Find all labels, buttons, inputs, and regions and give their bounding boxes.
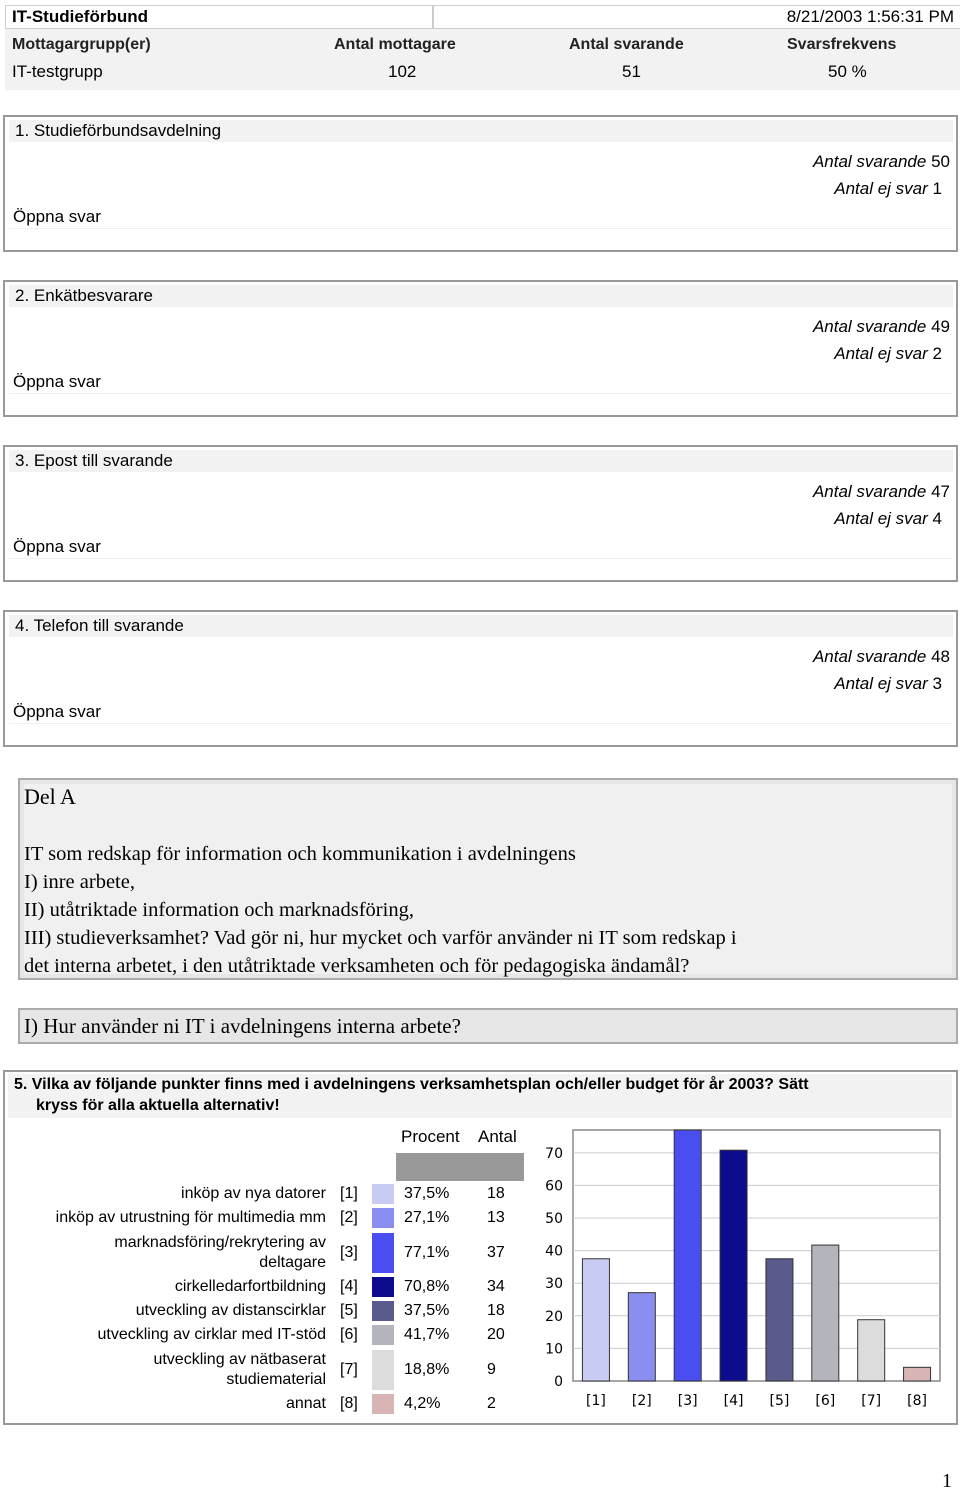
- del-a-line: det interna arbetet, i den utåtriktade verksamheten och för pedagogiska ändamål?: [24, 955, 690, 977]
- bar: [858, 1320, 885, 1381]
- y-tick-label: 70: [545, 1145, 563, 1162]
- x-tick-label: [5]: [769, 1393, 790, 1409]
- answer-percent: 18,8%: [404, 1361, 450, 1378]
- y-tick-label: 60: [545, 1178, 563, 1195]
- col-antal: Antal: [478, 1127, 517, 1146]
- del-a-block: [18, 778, 958, 980]
- respondents-label: Antal svarande: [812, 647, 927, 666]
- divider: [9, 723, 953, 724]
- divider: [9, 228, 953, 229]
- answer-label: annat: [285, 1395, 326, 1412]
- group-name: IT-testgrupp: [12, 62, 103, 81]
- respondents-value: 50: [931, 152, 950, 171]
- answer-label: utveckling av nätbaserat studiematerial: [153, 1351, 326, 1388]
- subheading-block: [18, 1008, 958, 1044]
- no-answer-value: 4: [932, 509, 942, 528]
- col-procent: Procent: [401, 1127, 460, 1146]
- answer-code: [5]: [340, 1302, 358, 1319]
- respondents-count: 51: [622, 62, 641, 81]
- answer-count: 37: [487, 1244, 505, 1261]
- answer-count: 2: [487, 1395, 496, 1412]
- open-answers: Öppna svar: [13, 702, 101, 721]
- section-3: [3, 445, 958, 582]
- respondents-value: 49: [931, 317, 950, 336]
- color-swatch: [372, 1350, 394, 1390]
- section-4: [3, 610, 958, 747]
- answer-label: marknadsföring/rekrytering av deltagare: [114, 1234, 326, 1271]
- color-swatch: [372, 1325, 394, 1345]
- section-title: 4. Telefon till svarande: [15, 616, 184, 635]
- answer-label: utveckling av distanscirklar: [135, 1302, 326, 1319]
- question-text: [14, 1074, 809, 1116]
- no-answer-label: Antal ej svar: [834, 674, 928, 693]
- del-a-heading: Del A: [24, 784, 76, 809]
- answer-code: [2]: [340, 1209, 358, 1226]
- bar-chart: [540, 1128, 950, 1418]
- open-answers: Öppna svar: [13, 537, 101, 556]
- del-a-line: I) inre arbete,: [24, 871, 135, 893]
- open-answers: Öppna svar: [13, 207, 101, 226]
- x-tick-label: [7]: [861, 1393, 882, 1409]
- divider: [9, 393, 953, 394]
- answer-label: utveckling av cirklar med IT-stöd: [97, 1326, 326, 1343]
- answer-code: [8]: [340, 1395, 358, 1412]
- bar: [582, 1259, 609, 1381]
- color-swatch: [372, 1184, 394, 1204]
- y-tick-label: 20: [545, 1308, 563, 1325]
- col-header-recipients: Antal mottagare: [334, 36, 456, 53]
- recipients-count: 102: [388, 62, 417, 81]
- color-swatch: [372, 1394, 394, 1414]
- answer-label: cirkelledarfortbildning: [174, 1278, 326, 1295]
- del-a-text: [24, 840, 737, 980]
- color-swatch: [372, 1208, 394, 1228]
- answer-label: inköp av utrustning för multimedia mm: [55, 1209, 326, 1226]
- del-a-line: II) utåtriktade information och marknadsföring,: [24, 899, 414, 921]
- answer-count: 18: [487, 1302, 505, 1319]
- answer-percent: 27,1%: [404, 1209, 450, 1226]
- respondents-value: 47: [931, 482, 950, 501]
- no-answer-label: Antal ej svar: [834, 179, 928, 198]
- org-name: IT-Studieförbund: [12, 7, 148, 26]
- y-tick-label: 40: [545, 1243, 563, 1260]
- answer-percent: 4,2%: [404, 1395, 441, 1412]
- respondents-label: Antal svarande: [812, 317, 927, 336]
- bar: [720, 1150, 747, 1381]
- section-title: 2. Enkätbesvarare: [15, 286, 153, 305]
- col-header-respondents: Antal svarande: [569, 36, 684, 53]
- no-answer-label: Antal ej svar: [834, 509, 928, 528]
- no-answer-value: 1: [932, 179, 942, 198]
- bar: [766, 1259, 793, 1381]
- bar: [628, 1293, 655, 1381]
- y-tick-label: 50: [545, 1211, 563, 1228]
- section-title: 3. Epost till svarande: [15, 451, 173, 470]
- x-tick-label: [1]: [586, 1393, 606, 1409]
- section-title-bar: [9, 450, 953, 472]
- x-tick-label: [2]: [631, 1393, 652, 1409]
- open-answers: Öppna svar: [13, 372, 101, 391]
- answer-count: 34: [487, 1278, 505, 1295]
- section-title-bar: [9, 285, 953, 307]
- response-rate: 50 %: [828, 62, 867, 81]
- respondents-label: Antal svarande: [812, 482, 927, 501]
- question-line: 5. Vilka av följande punkter finns med i avdelningens verksamhetsplan och/eller budget för år 2003? Sätt: [14, 1076, 809, 1093]
- answer-percent: 37,5%: [404, 1302, 450, 1319]
- answer-count: 9: [487, 1361, 496, 1378]
- col-header-group: Mottagargrupp(er): [12, 36, 151, 53]
- x-tick-label: [3]: [677, 1393, 698, 1409]
- no-answer-label: Antal ej svar: [834, 344, 928, 363]
- page-number: 1: [942, 1470, 952, 1492]
- answer-code: [3]: [340, 1244, 358, 1261]
- section-2: [3, 280, 958, 417]
- respondents-value: 48: [931, 647, 950, 666]
- y-tick-label: 10: [545, 1341, 563, 1358]
- color-swatch: [372, 1277, 394, 1297]
- section-title-bar: [9, 120, 953, 142]
- x-tick-label: [8]: [907, 1393, 927, 1409]
- answer-percent: 37,5%: [404, 1185, 450, 1202]
- section-title: 1. Studieförbundsavdelning: [15, 121, 222, 140]
- respondents-label: Antal svarande: [812, 152, 927, 171]
- answer-code: [6]: [340, 1326, 358, 1343]
- bar: [674, 1130, 701, 1381]
- color-swatch: [372, 1233, 394, 1273]
- question-line: kryss för alla aktuella alternativ!: [36, 1097, 280, 1114]
- x-tick-label: [6]: [815, 1393, 836, 1409]
- del-a-line: IT som redskap för information och kommunikation i avdelningens: [24, 843, 576, 865]
- answer-percent: 41,7%: [404, 1326, 450, 1343]
- answer-code: [7]: [340, 1361, 358, 1378]
- answer-code: [1]: [340, 1185, 358, 1202]
- bar: [812, 1245, 839, 1381]
- x-tick-label: [4]: [723, 1393, 744, 1409]
- subheading: I) Hur använder ni IT i avdelningens interna arbete?: [24, 1014, 461, 1038]
- answer-count: 13: [487, 1209, 505, 1226]
- answer-percent: 70,8%: [404, 1278, 450, 1295]
- answer-code: [4]: [340, 1278, 358, 1295]
- y-tick-label: 0: [554, 1374, 563, 1390]
- no-answer-value: 3: [932, 674, 942, 693]
- y-tick-label: 30: [545, 1276, 563, 1293]
- table-header-bar: [396, 1153, 524, 1181]
- bar: [904, 1367, 931, 1381]
- del-a-line: III) studieverksamhet? Vad gör ni, hur mycket och varför använder ni IT som redskap i: [24, 927, 737, 949]
- answer-percent: 77,1%: [404, 1244, 450, 1261]
- no-answer-value: 2: [932, 344, 942, 363]
- section-1: [3, 115, 958, 252]
- col-header-rate: Svarsfrekvens: [787, 36, 897, 53]
- color-swatch: [372, 1301, 394, 1321]
- answer-count: 18: [487, 1185, 505, 1202]
- report-datetime: 8/21/2003 1:56:31 PM: [786, 7, 954, 26]
- divider: [9, 558, 953, 559]
- answer-label: inköp av nya datorer: [181, 1185, 326, 1202]
- section-title-bar: [9, 615, 953, 637]
- answer-count: 20: [487, 1326, 505, 1343]
